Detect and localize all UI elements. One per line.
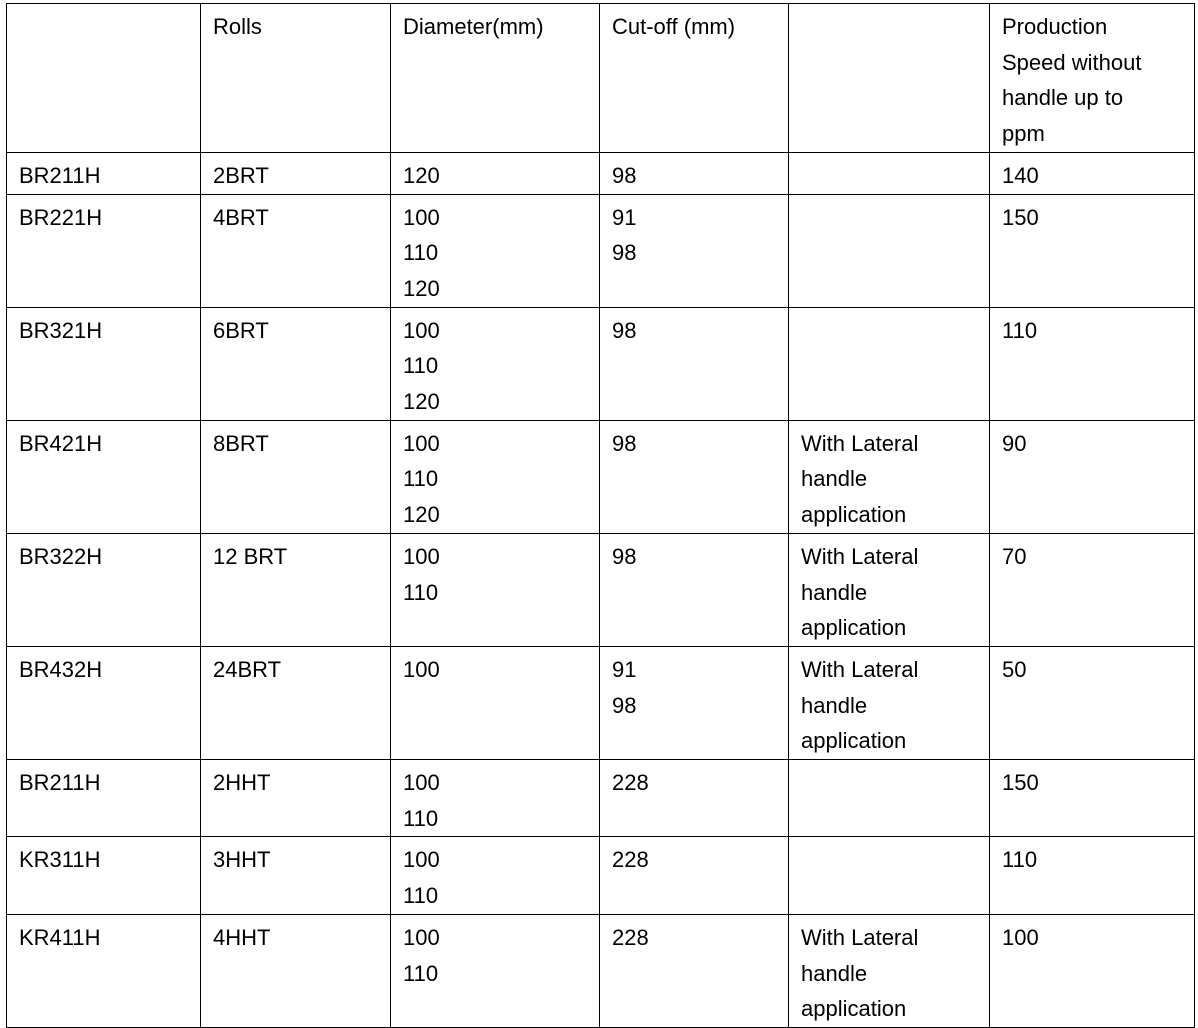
cutoff-cell: 91 98 (600, 194, 789, 307)
table-row (7, 152, 1195, 194)
notes-cell (789, 837, 990, 914)
model-cell: BR321H (7, 307, 201, 420)
notes-cell (789, 307, 990, 420)
speed-cell: 150 (990, 194, 1195, 307)
rolls-cell: 4HHT (201, 914, 391, 1027)
notes-cell: With Lateral handle application (789, 533, 990, 646)
speed-cell: 70 (990, 533, 1195, 646)
rolls-cell: 6BRT (201, 307, 391, 420)
speed-cell: 110 (990, 837, 1195, 914)
cutoff-cell: 98 (600, 533, 789, 646)
notes-cell (789, 760, 990, 837)
model-cell: KR411H (7, 914, 201, 1027)
cutoff-cell: 98 (600, 420, 789, 533)
cutoff-cell: 228 (600, 914, 789, 1027)
table-row (7, 760, 1195, 837)
model-cell: BR432H (7, 646, 201, 759)
header-cell-model (7, 4, 201, 153)
header-cell-speed: Production Speed without handle up to ppm (990, 4, 1195, 153)
table-body (7, 4, 1195, 1028)
table-row (7, 307, 1195, 420)
speed-cell: 50 (990, 646, 1195, 759)
table-row (7, 646, 1195, 759)
header-cell-notes (789, 4, 990, 153)
table-row (7, 533, 1195, 646)
notes-cell (789, 152, 990, 194)
notes-cell: With Lateral handle application (789, 914, 990, 1027)
notes-cell: With Lateral handle application (789, 646, 990, 759)
notes-cell: With Lateral handle application (789, 420, 990, 533)
header-cell-rolls: Rolls (201, 4, 391, 153)
model-cell: KR311H (7, 837, 201, 914)
rolls-cell: 2HHT (201, 760, 391, 837)
cutoff-cell: 228 (600, 837, 789, 914)
model-cell: BR421H (7, 420, 201, 533)
cutoff-cell: 228 (600, 760, 789, 837)
header-row (7, 4, 1195, 153)
rolls-cell: 12 BRT (201, 533, 391, 646)
model-cell: BR221H (7, 194, 201, 307)
table-row (7, 420, 1195, 533)
diameter-cell: 100 (391, 646, 600, 759)
diameter-cell: 100 110 (391, 837, 600, 914)
model-cell: BR211H (7, 152, 201, 194)
diameter-cell: 100 110 (391, 533, 600, 646)
rolls-cell: 24BRT (201, 646, 391, 759)
speed-cell: 140 (990, 152, 1195, 194)
table-row (7, 837, 1195, 914)
diameter-cell: 100 110 (391, 914, 600, 1027)
rolls-cell: 4BRT (201, 194, 391, 307)
cutoff-cell: 91 98 (600, 646, 789, 759)
rolls-cell: 3HHT (201, 837, 391, 914)
speed-cell: 100 (990, 914, 1195, 1027)
header-cell-diameter: Diameter(mm) (391, 4, 600, 153)
diameter-cell: 100 110 120 (391, 194, 600, 307)
specification-table (6, 3, 1195, 1028)
model-cell: BR322H (7, 533, 201, 646)
speed-cell: 110 (990, 307, 1195, 420)
header-cell-cutoff: Cut-off (mm) (600, 4, 789, 153)
cutoff-cell: 98 (600, 152, 789, 194)
diameter-cell: 100 110 (391, 760, 600, 837)
diameter-cell: 100 110 120 (391, 420, 600, 533)
cutoff-cell: 98 (600, 307, 789, 420)
diameter-cell: 100 110 120 (391, 307, 600, 420)
diameter-cell: 120 (391, 152, 600, 194)
model-cell: BR211H (7, 760, 201, 837)
rolls-cell: 2BRT (201, 152, 391, 194)
speed-cell: 90 (990, 420, 1195, 533)
table-row (7, 194, 1195, 307)
rolls-cell: 8BRT (201, 420, 391, 533)
table-row (7, 914, 1195, 1027)
notes-cell (789, 194, 990, 307)
speed-cell: 150 (990, 760, 1195, 837)
